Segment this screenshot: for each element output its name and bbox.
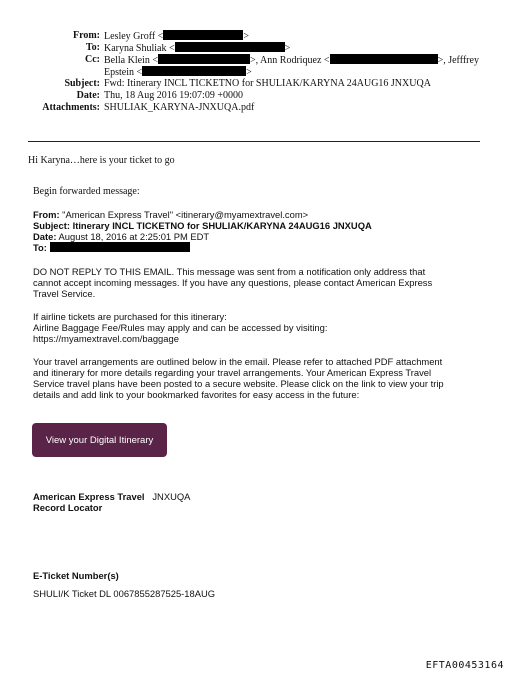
header-attachments-row xyxy=(0,102,512,114)
redaction-box xyxy=(175,42,285,52)
baggage-link[interactable]: https://myamextravel.com/baggage xyxy=(33,333,179,344)
cc-name-2: >, Ann Rodriquez < xyxy=(249,55,330,66)
forwarded-subject-row xyxy=(33,220,483,231)
paragraph-line: Travel Service. xyxy=(33,288,96,299)
paragraph-baggage xyxy=(33,311,483,344)
document-id: EFTA00453164 xyxy=(425,660,504,671)
forwarded-label: Begin forwarded message: xyxy=(33,186,140,197)
redaction-box xyxy=(50,242,190,252)
paragraph-line: Your travel arrangements are outlined below in the email. Please refer to attached PDF attachment xyxy=(33,356,443,367)
header-cc-label: Cc: xyxy=(85,54,100,65)
header-cc-row-2 xyxy=(0,66,512,78)
forwarded-date-label: Date: xyxy=(33,231,57,242)
paragraph-line: DO NOT REPLY TO THIS EMAIL. This message was sent from a notification only address that xyxy=(33,266,426,277)
record-locator-label: Record Locator xyxy=(33,502,103,513)
eticket-section xyxy=(33,570,483,581)
forwarded-subject-label: Subject: xyxy=(33,220,70,231)
header-date-row xyxy=(0,90,512,102)
from-name: Lesley Groff < xyxy=(104,31,164,42)
record-locator-row xyxy=(33,491,483,502)
email-header xyxy=(0,30,512,114)
header-subject-row xyxy=(0,78,512,90)
redaction-box xyxy=(163,30,243,40)
forwarded-date-row xyxy=(33,231,483,242)
forwarded-to-row xyxy=(33,242,483,253)
view-digital-itinerary-button[interactable]: View your Digital Itinerary xyxy=(32,423,167,457)
paragraph-line: If airline tickets are purchased for this itinerary: xyxy=(33,311,227,322)
forwarded-header xyxy=(33,209,483,253)
redaction-box xyxy=(158,54,250,64)
header-subject-label: Subject: xyxy=(64,78,100,89)
forwarded-date-value: August 18, 2016 at 2:25:01 PM EDT xyxy=(58,231,210,242)
cc-tail: > xyxy=(246,67,252,78)
paragraph-line: and itinerary for more details regarding your travel arrangements. Your American Express Travel xyxy=(33,367,432,378)
header-to-row xyxy=(0,42,512,54)
eticket-heading: E-Ticket Number(s) xyxy=(33,570,119,581)
forwarded-subject-value: Itinerary INCL TICKETNO for SHULIAK/KARYNA 24AUG16 JNXUQA xyxy=(72,220,372,231)
paragraph-arrangements xyxy=(33,356,483,400)
personal-note: Hi Karyna…here is your ticket to go xyxy=(28,155,175,166)
eticket-number: SHULI/K Ticket DL 0067855287525-18AUG xyxy=(33,588,216,599)
forwarded-from-value: "American Express Travel" <itinerary@myamextravel.com> xyxy=(62,209,309,220)
redaction-box xyxy=(330,54,438,64)
header-cc-row xyxy=(0,54,512,66)
paragraph-line: Service travel plans have been posted to a secure website. Please click on the link to view your trip xyxy=(33,378,444,389)
paragraph-line: Airline Baggage Fee/Rules may apply and can be accessed by visiting: xyxy=(33,322,328,333)
record-code: JNXUQA xyxy=(152,491,191,502)
paragraph-line: cannot accept incoming messages. If you have any questions, please contact American Express xyxy=(33,277,433,288)
cc-name-1: Bella Klein < xyxy=(104,55,158,66)
cc-name-3: >, Jefffrey xyxy=(437,55,479,66)
cc-name-4: Epstein < xyxy=(104,67,143,78)
paragraph-do-not-reply xyxy=(33,266,483,299)
eticket-line-wrap xyxy=(33,588,483,599)
header-date-label: Date: xyxy=(76,90,100,101)
header-from-label: From: xyxy=(72,30,100,41)
to-name: Karyna Shuliak < xyxy=(104,43,175,54)
header-subject-value: Fwd: Itinerary INCL TICKETNO for SHULIAK/KARYNA 24AUG16 JNXUQA xyxy=(104,78,431,89)
forwarded-from-row xyxy=(33,209,483,220)
to-tail: > xyxy=(284,43,291,54)
header-from-row xyxy=(0,30,512,42)
redaction-box xyxy=(142,66,246,76)
forwarded-to-label: To: xyxy=(33,242,47,253)
record-agency: American Express Travel xyxy=(33,491,145,502)
from-tail: > xyxy=(243,31,249,42)
forwarded-from-label: From: xyxy=(33,209,60,220)
header-date-value: Thu, 18 Aug 2016 19:07:09 +0000 xyxy=(104,90,243,101)
attachment-link[interactable]: SHULIAK_KARYNA-JNXUQA.pdf xyxy=(104,102,255,113)
header-to-label: To: xyxy=(85,42,100,53)
header-attachments-label: Attachments: xyxy=(42,102,100,113)
header-divider xyxy=(28,141,480,142)
record-locator xyxy=(33,491,483,513)
paragraph-line: details and add link to your bookmarked favorites for easy access in the future: xyxy=(33,389,360,400)
